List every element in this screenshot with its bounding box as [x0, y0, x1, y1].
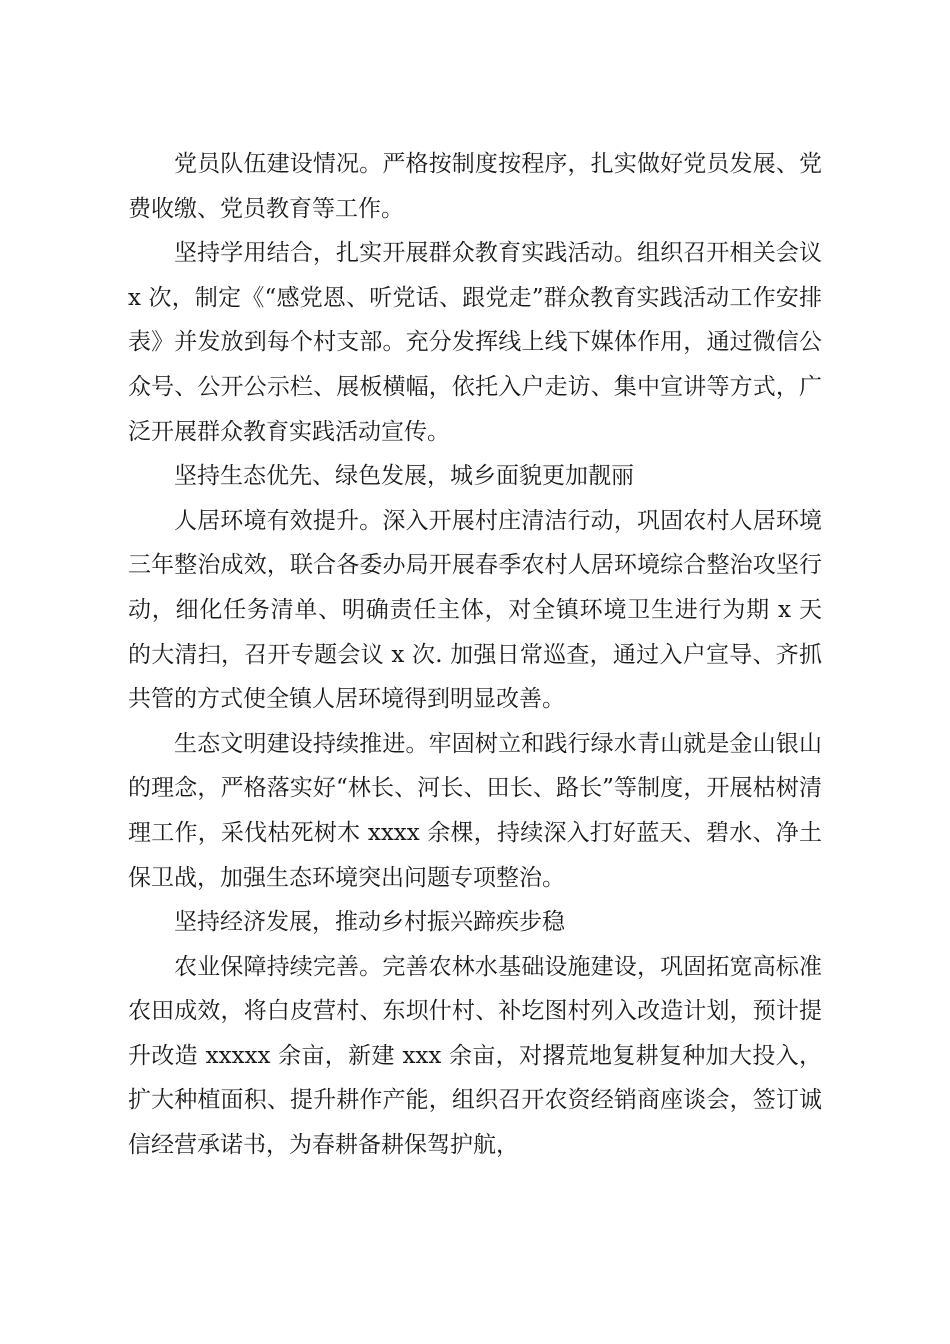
- paragraph-ecological-civilization: 生态文明建设持续推进。牢固树立和践行绿水青山就是金山银山的理念，严格落实好“林长、河长、田长、路长”等制度，开展枯树清理工作，采伐枯死树木 xxxx 余棵，持续深入打好蓝天、碧水、净土保卫战，加强生态环境突出问题专项整治。: [128, 730, 822, 891]
- paragraph-living-environment: 人居环境有效提升。深入开展村庄清洁行动，巩固农村人居环境三年整治成效，联合各委办局开展春季农村人居环境综合整治攻坚行动，细化任务清单、明确责任主体，对全镇环境卫生进行为期 x 天的大清扫，召开专题会议 x 次. 加强日常巡查，通过入户宣导、齐抓共管的方式使全镇人居环境得到明显改善。: [128, 507, 822, 713]
- document-body: [128, 142, 822, 1168]
- paragraph-mass-education: 坚持学用结合，扎实开展群众教育实践活动。组织召开相关会议 x 次，制定《“感党恩、听党话、跟党走”群众教育实践活动工作安排表》并发放到每个村支部。充分发挥线上线下媒体作用，通过微信公众号、公开公示栏、展板横幅，依托入户走访、集中宣讲等方式，广泛开展群众教育实践活动宣传。: [128, 240, 822, 445]
- paragraph-party-member-team: 党员队伍建设情况。严格按制度按程序，扎实做好党员发展、党费收缴、党员教育等工作。: [128, 151, 822, 222]
- section-heading-economy: 坚持经济发展，推动乡村振兴蹄疾步稳: [174, 909, 565, 936]
- paragraph-agriculture: 农业保障持续完善。完善农林水基础设施建设，巩固拓宽高标准农田成效，将白皮营村、东坝什村、补圪图村列入改造计划，预计提升改造 xxxxx 余亩，新建 xxx 余亩，对撂荒地复耕复种加大投入，扩大种植面积、提升耕作产能，组织召开农资经销商座谈会，签订诚信经营承诺书，为春耕备耕保驾护航，: [128, 953, 822, 1159]
- section-heading-ecology: 坚持生态优先、绿色发展，城乡面貌更加靓丽: [174, 463, 634, 490]
